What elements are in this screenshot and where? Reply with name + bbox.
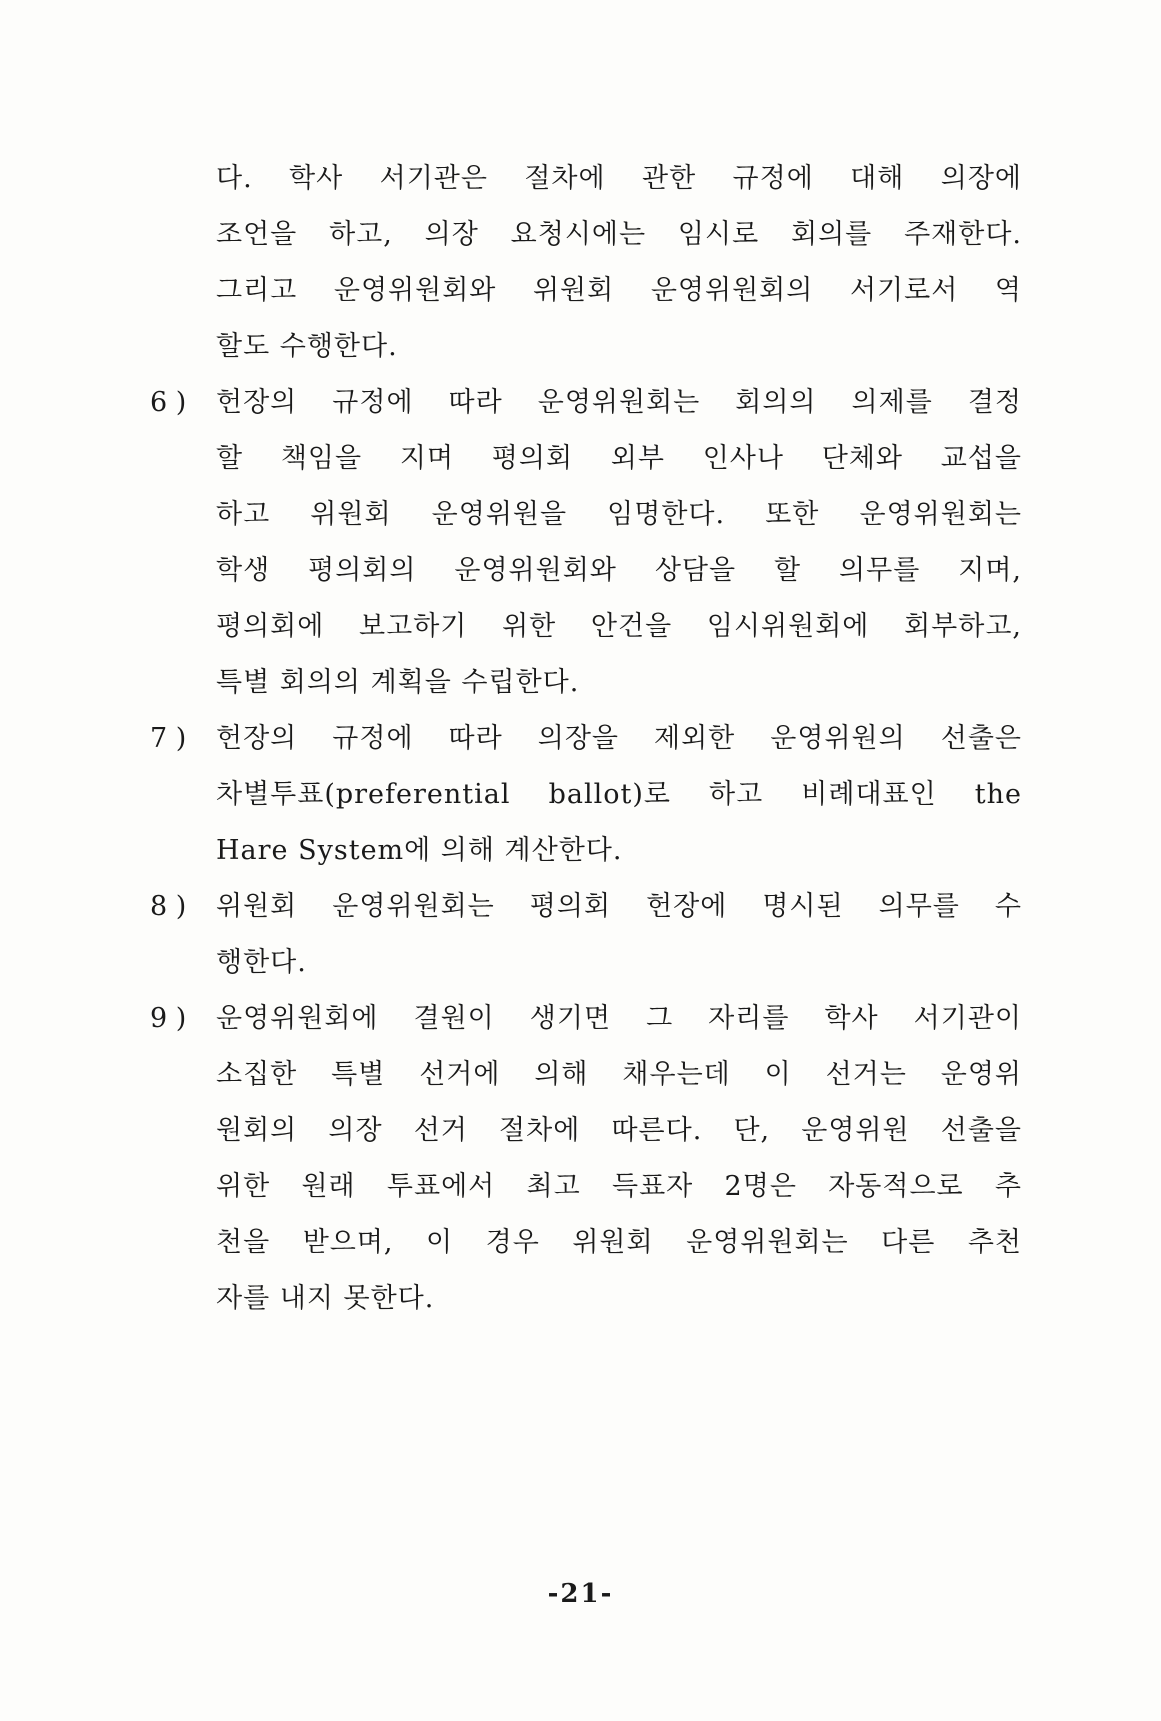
text-line-14: 위원회 운영위원회는 평의회 헌장에 명시된 의무를 수	[216, 891, 1022, 922]
page-number: -21-	[547, 1579, 614, 1609]
text-line-21: 자를 내지 못한다.	[216, 1283, 435, 1314]
text-line-9: 평의회에 보고하기 위한 안건을 임시위원회에 회부하고,	[216, 611, 1022, 642]
text-line-2: 조언을 하고, 의장 요청시에는 임시로 회의를 주재한다.	[216, 219, 1022, 250]
text-line-11: 헌장의 규정에 따라 의장을 제외한 운영위원의 선출은	[216, 723, 1022, 754]
text-line-7: 하고 위원회 운영위원을 임명한다. 또한 운영위원회는	[216, 499, 1022, 530]
text-line-13: Hare System에 의해 계산한다.	[216, 835, 623, 866]
text-line-4: 할도 수행한다.	[216, 331, 398, 362]
text-line-18: 원회의 의장 선거 절차에 따른다. 단, 운영위원 선출을	[216, 1115, 1022, 1146]
text-line-3: 그리고 운영위원회와 위원회 운영위원회의 서기로서 역	[216, 275, 1022, 306]
item-number-7: 7 )	[150, 723, 187, 754]
text-line-17: 소집한 특별 선거에 의해 채우는데 이 선거는 운영위	[216, 1059, 1022, 1090]
text-line-5: 헌장의 규정에 따라 운영위원회는 회의의 의제를 결정	[216, 387, 1022, 418]
text-line-20: 천을 받으며, 이 경우 위원회 운영위원회는 다른 추천	[216, 1227, 1022, 1258]
text-line-12: 차별투표(preferential ballot)로 하고 비례대표인 the	[216, 779, 1022, 810]
text-line-10: 특별 회의의 계획을 수립한다.	[216, 667, 580, 698]
text-line-8: 학생 평의회의 운영위원회와 상담을 할 의무를 지며,	[216, 555, 1022, 586]
item-number-6: 6 )	[150, 387, 187, 418]
text-line-1: 다. 학사 서기관은 절차에 관한 규정에 대해 의장에	[216, 163, 1022, 194]
text-line-19: 위한 원래 투표에서 최고 득표자 2명은 자동적으로 추	[216, 1171, 1022, 1202]
item-number-9: 9 )	[150, 1003, 187, 1034]
text-line-6: 할 책임을 지며 평의회 외부 인사나 단체와 교섭을	[216, 443, 1022, 474]
text-line-15: 행한다.	[216, 947, 307, 978]
text-line-16: 운영위원회에 결원이 생기면 그 자리를 학사 서기관이	[216, 1003, 1022, 1034]
item-number-8: 8 )	[150, 891, 187, 922]
